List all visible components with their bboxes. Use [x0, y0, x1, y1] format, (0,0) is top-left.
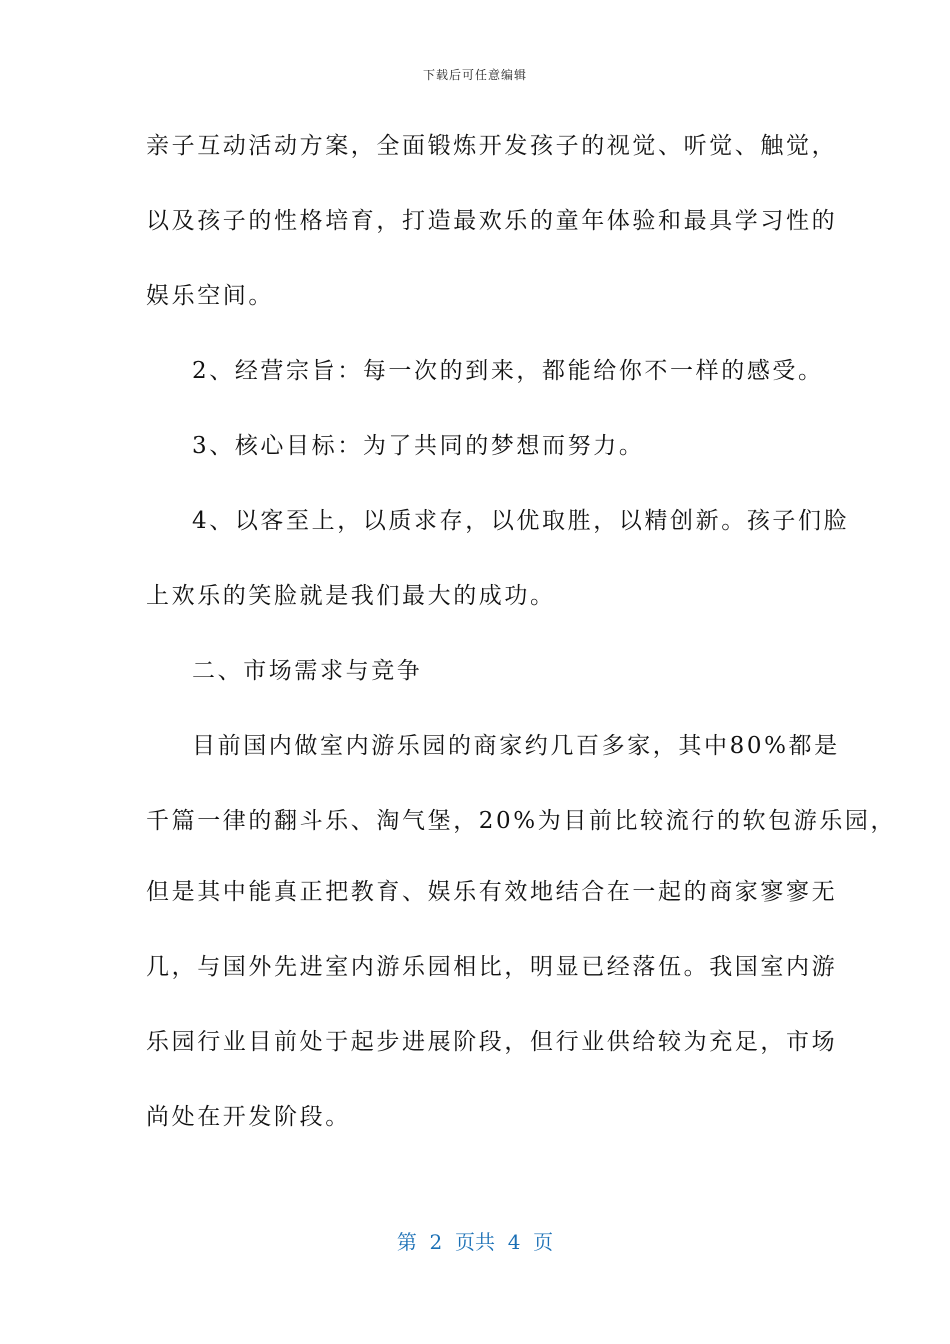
body-line: 4、以客至上，以质求存，以优取胜，以精创新。孩子们脸	[192, 508, 850, 534]
page-footer: 第 2 页共 4 页	[396, 1230, 554, 1254]
body-line: 但是其中能真正把教育、娱乐有效地结合在一起的商家寥寥无	[146, 879, 838, 905]
body-line: 亲子互动活动方案，全面锻炼开发孩子的视觉、听觉、触觉，	[146, 133, 838, 159]
body-line: 乐园行业目前处于起步进展阶段，但行业供给较为充足，市场	[146, 1029, 838, 1055]
page-header: 下载后可任意编辑	[422, 68, 527, 82]
section-heading: 二、市场需求与竞争	[192, 658, 423, 684]
body-line: 尚处在开发阶段。	[146, 1104, 351, 1130]
body-line: 千篇一律的翻斗乐、淘气堡，20%为目前比较流行的软包游乐园，	[146, 808, 897, 834]
body-line: 3、核心目标：为了共同的梦想而努力。	[192, 433, 645, 459]
body-line: 几，与国外先进室内游乐园相比，明显已经落伍。我国室内游	[146, 954, 838, 980]
body-line: 娱乐空间。	[146, 283, 274, 309]
body-line: 上欢乐的笑脸就是我们最大的成功。	[146, 583, 556, 609]
body-line: 2、经营宗旨：每一次的到来，都能给你不一样的感受。	[192, 358, 824, 384]
body-line: 以及孩子的性格培育，打造最欢乐的童年体验和最具学习性的	[146, 208, 838, 234]
body-line: 目前国内做室内游乐园的商家约几百多家，其中80%都是	[192, 733, 840, 759]
